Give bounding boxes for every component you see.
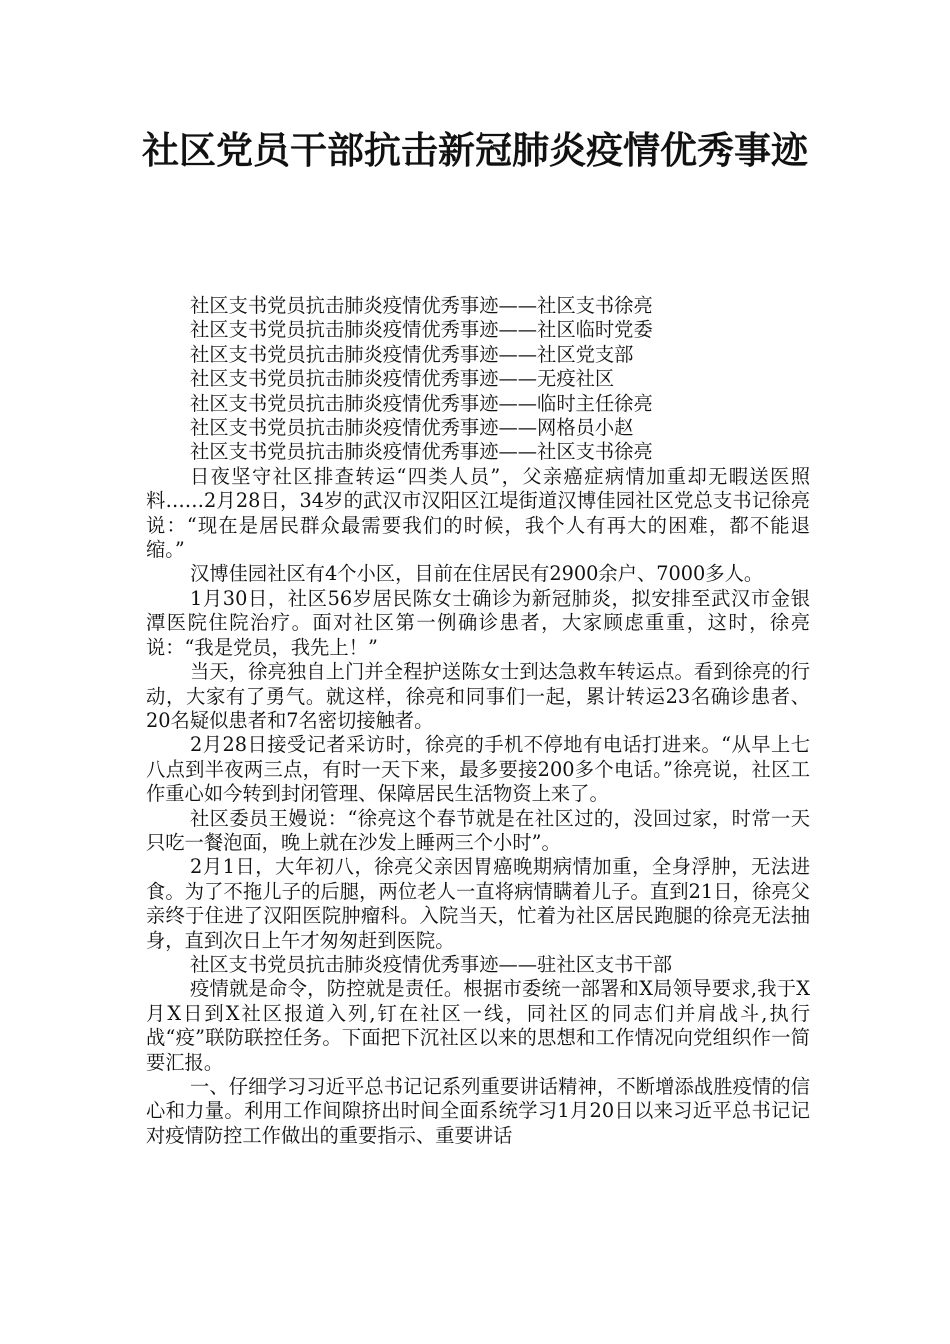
document-title: 社区党员干部抗击新冠肺炎疫情优秀事迹 <box>142 129 808 172</box>
toc-line: 社区支书党员抗击肺炎疫情优秀事迹——社区支书徐亮 <box>190 294 653 317</box>
body-paragraph: 2月28日接受记者采访时，徐亮的手机不停地有电话打进来。“从早上七八点到半夜两三点，有时一天下来，最多要接200多个电话。”徐亮说，社区工作重心如今转到封闭管理、保障居民生活物资上来了。 <box>146 733 810 806</box>
toc-line: 社区支书党员抗击肺炎疫情优秀事迹——无疫社区 <box>190 367 615 391</box>
section-heading: 社区支书党员抗击肺炎疫情优秀事迹——驻社区支书干部 <box>190 952 673 976</box>
body-paragraph: 社区委员王嫚说：“徐亮这个春节就是在社区过的，没回过家，时常一天只吃一餐泡面，晚上就在沙发上睡两三个小时”。 <box>146 806 810 854</box>
body-paragraph: 一、仔细学习习近平总书记记系列重要讲话精神，不断增添战胜疫情的信心和力量。利用工作间隙挤出时间全面系统学习1月20日以来习近平总书记记对疫情防控工作做出的重要指示、重要讲话 <box>146 1075 810 1147</box>
body-paragraph: 当天，徐亮独自上门并全程护送陈女士到达急救车转运点。看到徐亮的行动，大家有了勇气。就这样，徐亮和同事们一起，累计转运23名确诊患者、20名疑似患者和7名密切接触者。 <box>146 660 810 732</box>
document-body <box>146 294 810 1148</box>
toc-line: 社区支书党员抗击肺炎疫情优秀事迹——社区支书徐亮 <box>190 440 653 464</box>
body-paragraph: 2月1日，大年初八，徐亮父亲因胃癌晚期病情加重，全身浮肿，无法进食。为了不拖儿子的后腿，两位老人一直将病情瞒着儿子。直到21日，徐亮父亲终于住进了汉阳医院肿瘤科。入院当天，忙着为社区居民跑腿的徐亮无法抽身，直到次日上午才匆匆赶到医院。 <box>146 855 810 952</box>
toc-line: 社区支书党员抗击肺炎疫情优秀事迹——社区临时党委 <box>190 318 653 342</box>
toc-line: 社区支书党员抗击肺炎疫情优秀事迹——网格员小赵 <box>190 416 634 440</box>
toc-line: 社区支书党员抗击肺炎疫情优秀事迹——临时主任徐亮 <box>190 391 653 415</box>
body-paragraph: 汉博佳园社区有4个小区，目前在住居民有2900余户、7000多人。 <box>190 562 764 586</box>
toc-line: 社区支书党员抗击肺炎疫情优秀事迹——社区党支部 <box>190 342 634 366</box>
body-paragraph: 疫情就是命令，防控就是责任。根据市委统一部署和X局领导要求,我于X月X日到X社区报道入列,钉在社区一线，同社区的同志们并肩战斗,执行战“疫”联防联控任务。下面把下沉社区以来的思想和工作情况向党组织作一简要汇报。 <box>146 977 810 1074</box>
body-paragraph: 日夜坚守社区排查转运“四类人员”，父亲癌症病情加重却无暇送医照料……2月28日，34岁的武汉市汉阳区江堤街道汉博佳园社区党总支书记徐亮说：“现在是居民群众最需要我们的时候，我个人有再大的困难，都不能退缩。” <box>146 464 810 562</box>
body-paragraph: 1月30日，社区56岁居民陈女士确诊为新冠肺炎，拟安排至武汉市金银潭医院住院治疗。面对社区第一例确诊患者，大家顾虑重重，这时，徐亮说：“我是党员，我先上！” <box>146 586 810 659</box>
